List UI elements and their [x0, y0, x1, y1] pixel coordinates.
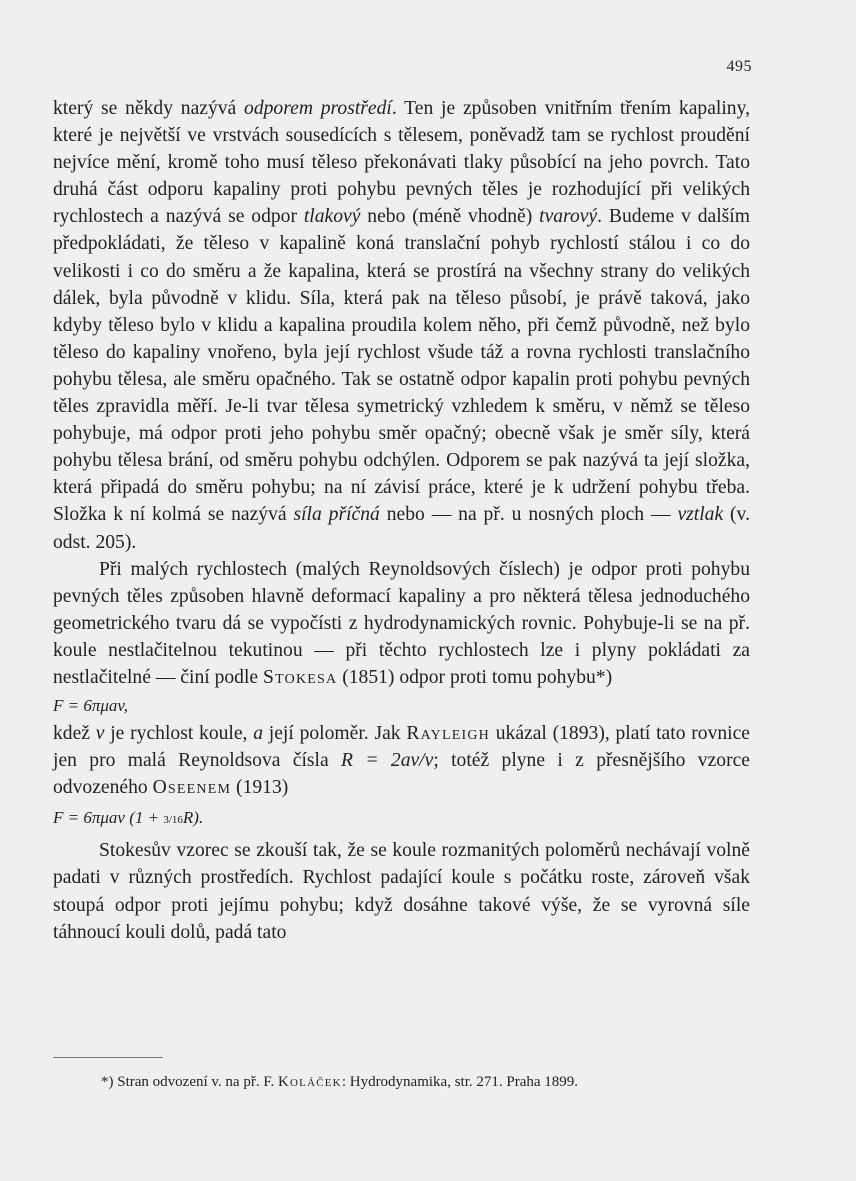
author-name: Oseenem [152, 777, 232, 799]
paragraph: Stokesův vzorec se zkouší tak, že se koule rozmanitých poloměrů nechávají volně padati v různých prostředích. Rychlost padající koule s počátku roste, zároveň však stoupá odpor proti jejímu pohybu; když dosáhne takové výše, že se vyrovná síle táhnoucí kouli dolů, padá tato [53, 840, 750, 943]
author-name: Stokesa [263, 666, 338, 688]
paragraph: kdež v je rychlost koule, a její poloměr. Jak Rayleigh ukázal (1893), platí tato rovnice jen pro malá Reynoldsova čísla R = 2av/ν; totéž plyne i z přesnějšího vzorce odvozeného Oseenem (1913) [53, 723, 751, 799]
formula: F = 6πμav, [53, 696, 128, 716]
paragraph: který se někdy nazývá odporem prostředí. Ten je způsoben vnitřním třením kapaliny, které je největší ve vrstvách sousedících s tělesem, poněvadž tam se rychlost proudění nejvíce mění, kromě toho musí těleso překonávati tlaky působící na jeho povrch. Tato druhá část odporu kapaliny proti pohybu pevných těles je rozhodující při velikých rychlostech a nazývá se odpor tlakový nebo (méně vhodně) tvarový. Budeme v dalším předpokládati, že těleso v kapalině koná translační pohyb rychlostí stálou i co do velikosti i co do směru a že kapalina, která se prostírá na všechny strany do velikých dálek, byla původně v klidu. Síla, která pak na těleso působí, je právě taková, jako kdyby těleso bylo v klidu a kapalina proudila kolem něho, při čemž původně, než bylo těleso do kapaliny vnořeno, byla její rychlost všude táž a rovna rychlosti translačního pohybu tělesa, ale směru opačného. Tak se ostatně odpor kapalin proti pohybu pevných těles zpravidla měří. Je-li tvar tělesa symetrický vzhledem k směru, v němž se těleso pohybuje, má odpor proti jeho pohybu směr opačný; obecně však je směr síly, která pohybu tělesa brání, od směru pohybu odchýlen. Odporem se pak nazývá ta její složka, která připadá do směru pohybu; na ní závisí práce, které je k udržení pohybu třeba. Složka k ní kolmá se nazývá síla příčná nebo — na př. u nosných ploch — vztlak (v. odst. 205). [53, 98, 750, 553]
page-number: 495 [726, 58, 752, 75]
formula: F = 6πμav (1 + 3/16R). [53, 808, 204, 828]
author-name: Rayleigh [406, 723, 490, 745]
footnote-divider [53, 1057, 163, 1058]
paragraph: Při malých rychlostech (malých Reynoldsových číslech) je odpor proti pohybu pevných těles způsoben hlavně deformací kapaliny a pro některá tělesa jednoduchého geometrického tvaru dá se vypočísti z hydrodynamických rovnic. Pohybuje-li se na př. koule nestlačitelnou tekutinou — při těchto rychlostech lze i plyny pokládati za nestlačitelné — činí podle Stokesa (1851) odpor proti tomu pohybu*) [53, 558, 750, 688]
author-name: Koláček [277, 1074, 342, 1090]
body-text [53, 95, 750, 946]
footnote: *) Stran odvození v. na př. F. Koláček: Hydrodynamika, str. 271. Praha 1899. [101, 1074, 579, 1090]
